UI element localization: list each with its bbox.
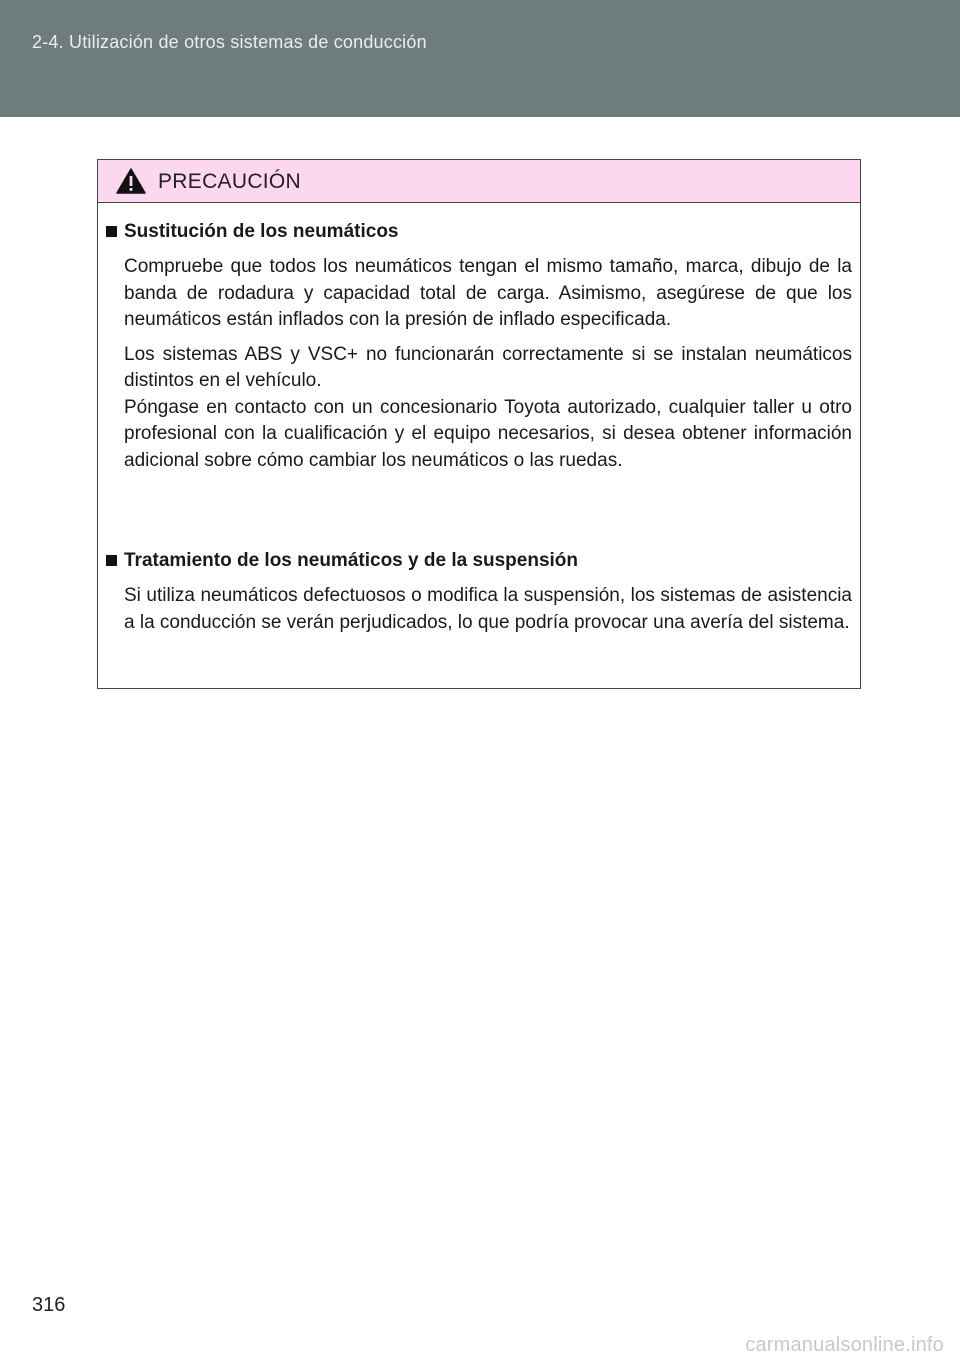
section-tire-suspension xyxy=(106,547,852,636)
warning-triangle-icon xyxy=(116,168,146,194)
square-bullet-icon xyxy=(106,226,117,237)
watermark: carmanualsonline.info xyxy=(745,1334,944,1356)
caution-box xyxy=(97,159,861,689)
paragraph: Compruebe que todos los neumáticos tengan el mismo tamaño, marca, dibujo de la banda de rodadura y capacidad total de carga. Asimismo, asegúrese de que los neumáticos están inflados con la presión de inflado especificada. xyxy=(124,256,852,330)
caution-title: PRECAUCIÓN xyxy=(158,170,302,193)
paragraph: Póngase en contacto con un concesionario Toyota autorizado, cualquier taller u otro profesional con la cualificación y el equipo necesarios, si desea obtener información adicional sobre cómo cambiar los neumáticos o las ruedas. xyxy=(124,396,852,471)
square-bullet-icon xyxy=(106,555,117,566)
section-tire-replacement xyxy=(106,218,852,474)
paragraph: Los sistemas ABS y VSC+ no funcionarán correctamente si se instalan neumáticos distintos en el vehículo. xyxy=(124,343,852,391)
page-number: 316 xyxy=(32,1294,66,1316)
section-heading: Tratamiento de los neumáticos y de la suspensión xyxy=(106,547,852,575)
section-title: 2-4. Utilización de otros sistemas de conducción xyxy=(32,32,427,52)
paragraph: Si utiliza neumáticos defectuosos o modifica la suspensión, los sistemas de asistencia a la conducción se verán perjudicados, lo que podría provocar una avería del sistema. xyxy=(124,585,852,633)
header-band xyxy=(0,0,960,117)
section-heading: Sustitución de los neumáticos xyxy=(106,218,852,246)
caution-header xyxy=(98,160,860,203)
